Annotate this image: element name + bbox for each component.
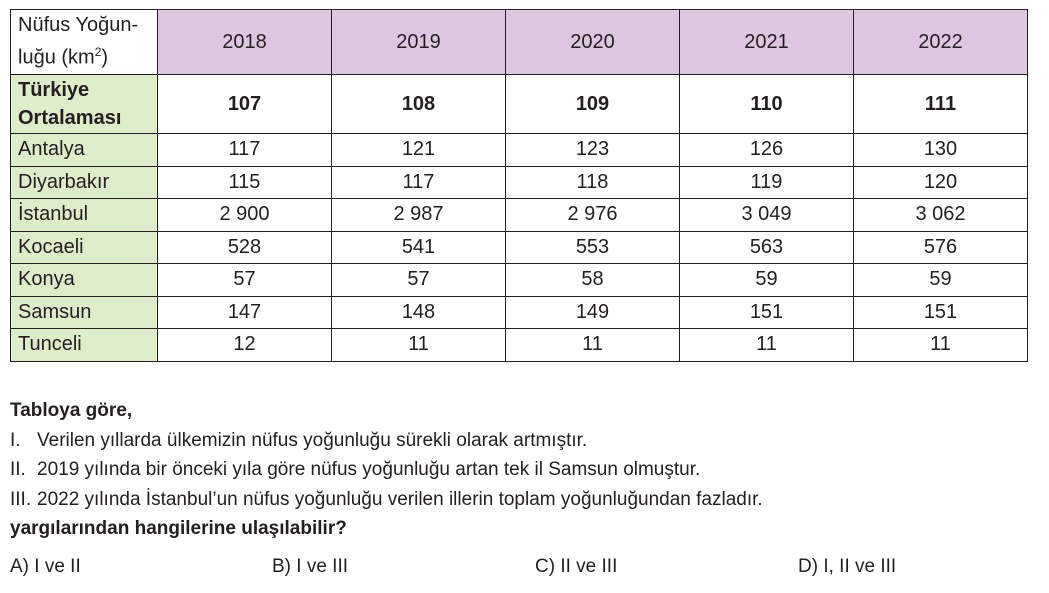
year-header: 2022 <box>854 10 1028 75</box>
question-block <box>10 396 1040 544</box>
statement-item <box>10 485 1040 515</box>
average-label-line1: Türkiye <box>18 79 90 101</box>
table-cell: 130 <box>854 134 1028 167</box>
city-name: İstanbul <box>11 199 158 232</box>
table-cell: 118 <box>506 166 680 199</box>
choice-b[interactable] <box>272 556 348 578</box>
city-name: Tunceli <box>11 329 158 362</box>
table-cell: 11 <box>680 329 854 362</box>
table-row <box>11 264 1028 297</box>
table-cell: 11 <box>854 329 1028 362</box>
average-label-line2: Ortalaması <box>18 107 122 129</box>
choice-letter: B) <box>272 556 291 577</box>
table-cell: 109 <box>506 75 680 134</box>
table-cell: 528 <box>158 231 332 264</box>
table-cell: 57 <box>158 264 332 297</box>
year-header: 2021 <box>680 10 854 75</box>
table-cell: 576 <box>854 231 1028 264</box>
statement-text: 2022 yılında İstanbul’un nüfus yoğunluğu verilen illerin toplam yoğunluğundan fazladır. <box>37 488 763 510</box>
corner-label-sup: 2 <box>94 45 102 60</box>
table-cell: 541 <box>332 231 506 264</box>
table-cell: 107 <box>158 75 332 134</box>
table-cell: 2 900 <box>158 199 332 232</box>
table-cell: 148 <box>332 296 506 329</box>
table-cell: 151 <box>854 296 1028 329</box>
table-cell: 147 <box>158 296 332 329</box>
table-cell: 11 <box>332 329 506 362</box>
table-cell: 110 <box>680 75 854 134</box>
table-cell: 11 <box>506 329 680 362</box>
choice-a[interactable] <box>10 556 81 578</box>
table-cell: 59 <box>680 264 854 297</box>
table-cell: 2 976 <box>506 199 680 232</box>
statement-item <box>10 426 1040 456</box>
average-row-label <box>11 75 158 134</box>
choice-letter: D) <box>798 556 819 577</box>
table-cell: 115 <box>158 166 332 199</box>
choice-text: I ve III <box>296 556 349 577</box>
city-name: Kocaeli <box>11 231 158 264</box>
question-intro: Tabloya göre, <box>10 400 133 421</box>
table-cell: 117 <box>158 134 332 167</box>
city-name: Antalya <box>11 134 158 167</box>
table-cell: 119 <box>680 166 854 199</box>
statement-text: Verilen yıllarda ülkemizin nüfus yoğunluğu sürekli olarak artmıştır. <box>37 429 588 451</box>
table-cell: 126 <box>680 134 854 167</box>
city-name: Konya <box>11 264 158 297</box>
average-row <box>11 75 1028 134</box>
choice-text: I, II ve III <box>823 556 897 577</box>
answer-choices <box>10 556 1040 586</box>
choice-letter: C) <box>535 556 556 577</box>
table-row <box>11 199 1028 232</box>
choice-c[interactable] <box>535 556 617 578</box>
statement-number: II. <box>10 459 26 480</box>
table-cell: 120 <box>854 166 1028 199</box>
table-row <box>11 296 1028 329</box>
population-density-table <box>10 9 1028 362</box>
statement-number: I. <box>10 429 21 451</box>
table-cell: 2 987 <box>332 199 506 232</box>
table-cell: 123 <box>506 134 680 167</box>
statement-text: 2019 yılında bir önceki yıla göre nüfus yoğunluğu artan tek il Samsun olmuştur. <box>37 459 701 480</box>
choice-d[interactable] <box>798 556 896 578</box>
question-stem: yargılarından hangilerine ulaşılabilir? <box>10 518 347 539</box>
table-cell: 58 <box>506 264 680 297</box>
table-cell: 117 <box>332 166 506 199</box>
table-cell: 111 <box>854 75 1028 134</box>
table-cell: 3 049 <box>680 199 854 232</box>
table-cell: 563 <box>680 231 854 264</box>
year-header: 2019 <box>332 10 506 75</box>
table-row <box>11 329 1028 362</box>
table-cell: 3 062 <box>854 199 1028 232</box>
table-cell: 12 <box>158 329 332 362</box>
table-row <box>11 231 1028 264</box>
year-header: 2018 <box>158 10 332 75</box>
choice-text: II ve III <box>560 556 618 577</box>
table-cell: 553 <box>506 231 680 264</box>
year-header: 2020 <box>506 10 680 75</box>
statement-item <box>10 455 1040 485</box>
table-cell: 151 <box>680 296 854 329</box>
corner-label-line2: luğu (km <box>18 46 95 69</box>
city-name: Diyarbakır <box>11 166 158 199</box>
choice-text: I ve II <box>34 556 81 577</box>
table-cell: 149 <box>506 296 680 329</box>
table-cell: 108 <box>332 75 506 134</box>
table-row <box>11 134 1028 167</box>
statement-number: III. <box>10 488 32 510</box>
table-cell: 121 <box>332 134 506 167</box>
corner-label-line1: Nüfus Yoğun- <box>18 14 139 37</box>
table-cell: 57 <box>332 264 506 297</box>
table-row <box>11 166 1028 199</box>
corner-label-close: ) <box>101 46 109 69</box>
corner-header-cell <box>11 10 158 75</box>
table-header-row <box>11 10 1028 75</box>
choice-letter: A) <box>10 556 29 577</box>
city-name: Samsun <box>11 296 158 329</box>
table-cell: 59 <box>854 264 1028 297</box>
